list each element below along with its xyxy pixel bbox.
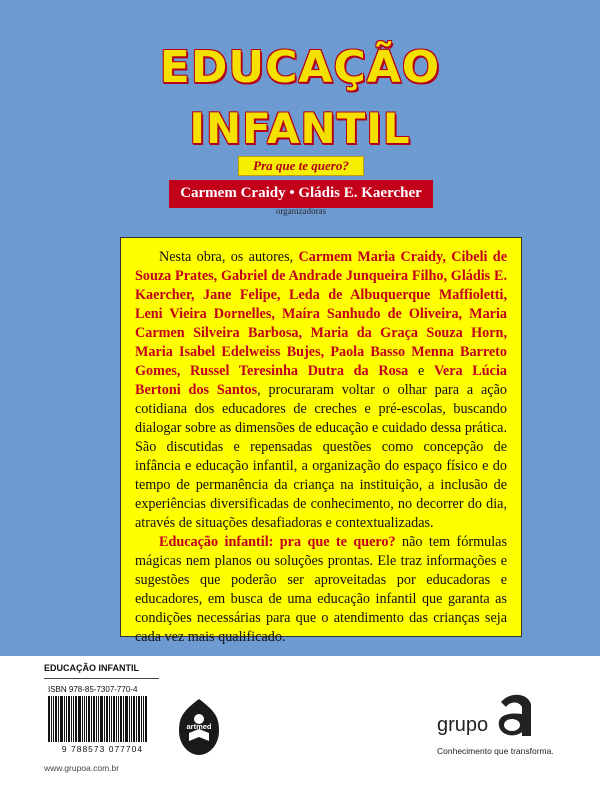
barcode-bar — [125, 696, 128, 742]
barcode-number: 9 788573 077704 — [61, 744, 144, 754]
barcode-bar — [75, 696, 77, 742]
barcode-bar — [55, 696, 57, 742]
barcode-bar — [88, 696, 90, 742]
p1-rest: , procuraram voltar o olhar para a ação cotidiana dos educadores de creches e pré-escolas, buscando dialogar sobre as dimensões de educação e cuidado dessa prática. São discutidas e repensadas questões como concepção de infância e educação infantil, a organização do espaço físico e do tempo de permanência da criança na instituição, a inclusão de experiências diversificadas de conhecimento, no decorrer do dia, através de situações desafiadoras e contextualizadas. — [135, 382, 507, 531]
barcode-bar — [145, 696, 147, 742]
p2-rest: não tem fórmulas mágicas nem planos ou soluções prontas. Ele traz informações e sugestões que poderão ser aproveitadas por educadoras e educadores, em busca de uma educação infantil que garanta as condições necessárias para que o atendimento das crianças seja cada vez mais qualificado. — [135, 534, 507, 645]
footer-panel — [0, 656, 600, 800]
barcode-bar — [118, 696, 119, 742]
barcode-bar — [48, 696, 50, 742]
author-last-name: Vera Lúcia Bertoni dos Santos — [135, 363, 507, 398]
category-divider — [44, 678, 159, 679]
barcode-bar — [68, 696, 70, 742]
barcode-bar — [106, 696, 108, 742]
barcode-bar — [143, 696, 144, 742]
barcode-bar — [104, 696, 105, 742]
description-box — [120, 237, 522, 645]
website-url: www.grupoa.com.br — [44, 763, 120, 773]
book-title-inline: Educação infantil: pra que te quero? — [159, 534, 396, 550]
barcode-bar — [109, 696, 110, 742]
authors-role: organizadoras — [275, 206, 327, 216]
subtitle-badge: Pra que te quero? — [238, 156, 364, 176]
barcode-bar — [116, 696, 117, 742]
barcode-bar — [120, 696, 122, 742]
barcode-bar — [100, 696, 103, 742]
artmed-label: artmed — [186, 722, 212, 731]
barcode-bar — [138, 696, 140, 742]
p1-and: e — [408, 363, 434, 379]
barcode-bar — [133, 696, 135, 742]
barcode-bar — [113, 696, 115, 742]
description-paragraph-1 — [135, 248, 507, 533]
barcode-bar — [91, 696, 92, 742]
barcode-bar — [136, 696, 137, 742]
grupo-label: grupo — [437, 714, 489, 736]
barcode-bar — [98, 696, 99, 742]
barcode-bar — [131, 696, 132, 742]
barcode-bar — [141, 696, 142, 742]
isbn-text: ISBN 978-85-7307-770-4 — [48, 685, 138, 694]
barcode-bar — [60, 696, 63, 742]
barcode-bar — [66, 696, 67, 742]
title-line-1: EDUCAÇÃO — [159, 42, 441, 93]
barcode-bar — [93, 696, 95, 742]
barcode-bar — [111, 696, 112, 742]
barcode-bar — [129, 696, 130, 742]
p1-intro: Nesta obra, os autores, — [159, 249, 299, 265]
barcode-bar — [53, 696, 54, 742]
grupo-a-logo-icon — [495, 690, 535, 738]
barcode-image — [48, 696, 157, 742]
authors-bar: Carmem Craidy • Gládis E. Kaercher — [169, 180, 433, 208]
barcode-bar — [71, 696, 72, 742]
category-label: EDUCAÇÃO INFANTIL — [44, 663, 139, 673]
barcode-bar — [86, 696, 87, 742]
barcode-bar — [78, 696, 81, 742]
barcode-bar — [84, 696, 85, 742]
barcode-bar — [51, 696, 52, 742]
barcode-bar — [123, 696, 124, 742]
grupo-tagline: Conhecimento que transforma. — [437, 746, 554, 756]
author-names: Carmem Maria Craidy, Cibeli de Souza Prates, Gabriel de Andrade Junqueira Filho, Gládis E. Kaercher, Jane Felipe, Leda de Albuquerque Maffioletti, Leni Vieira Dornelles, Maíra Sanhudo de Oliveira, Maria Carmen Silveira Barbosa, Maria da Graça Souza Horn, Maria Isabel Edelweiss Bujes, Paola Basso Menna Barreto Gomes, Russel Teresinha Dutra da Rosa — [135, 249, 507, 379]
barcode-bar — [82, 696, 83, 742]
barcode-bar — [73, 696, 74, 742]
barcode-bar — [58, 696, 59, 742]
barcode-bar — [96, 696, 97, 742]
title-line-2: INFANTIL — [189, 104, 411, 153]
description-paragraph-2 — [135, 533, 507, 647]
barcode-bar — [64, 696, 65, 742]
